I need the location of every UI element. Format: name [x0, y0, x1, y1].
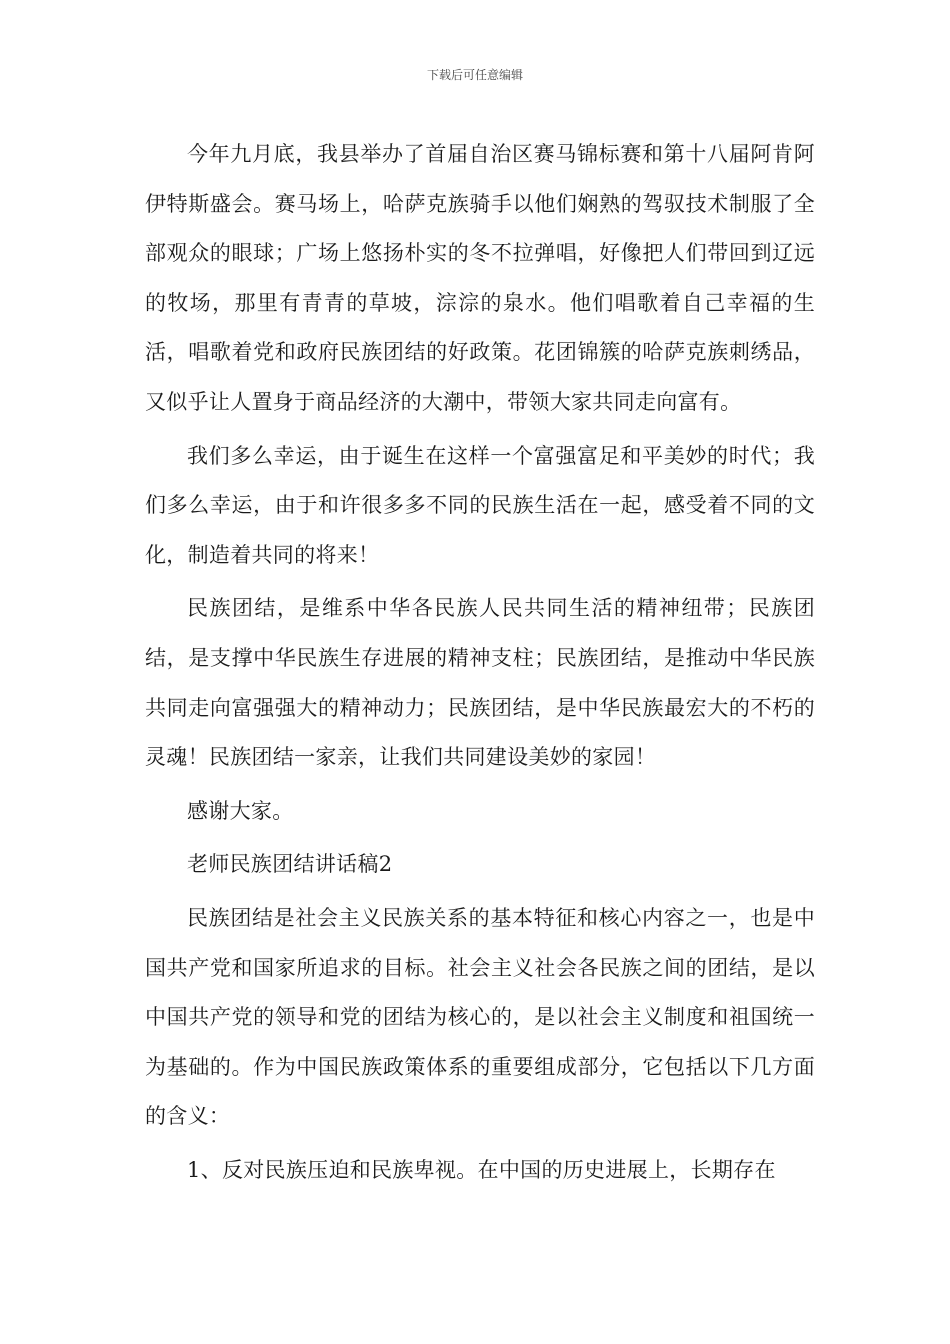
document-body	[145, 130, 815, 1199]
paragraph-point-1: 1、反对民族压迫和民族卑视。在中国的历史进展上，长期存在	[187, 1157, 776, 1182]
paragraph-ethnic-unity: 民族团结，是维系中华各民族人民共同生活的精神纽带；民族团结，是支撑中华民族生存进展的精神支柱；民族团结，是推动中华民族共同走向富强强大的精神动力；民族团结，是中华民族最宏大的不朽的灵魂！民族团结一家亲，让我们共同建设美妙的家园！	[145, 596, 815, 770]
paragraph-definition: 民族团结是社会主义民族关系的基本特征和核心内容之一，也是中国共产党和国家所追求的目标。社会主义社会各民族之间的团结，是以中国共产党的领导和党的团结为核心的，是以社会主义制度和祖国统一为基础的。作为中国民族政策体系的重要组成部分，它包括以下几方面的含义：	[145, 905, 815, 1129]
section-title: 老师民族团结讲话稿2	[187, 852, 393, 877]
paragraph-fortunate: 我们多么幸运，由于诞生在这样一个富强富足和平美妙的时代；我们多么幸运，由于和许很多多不同的民族生活在一起，感受着不同的文化，制造着共同的将来！	[145, 443, 815, 567]
paragraph-thanks: 感谢大家。	[187, 798, 294, 823]
paragraph-horse-race: 今年九月底，我县举办了首届自治区赛马锦标赛和第十八届阿肯阿伊特斯盛会。赛马场上，哈萨克族骑手以他们娴熟的驾驭技术制服了全部观众的眼球；广场上悠扬朴实的冬不拉弹唱，好像把人们带回到辽远的牧场，那里有青青的草坡，淙淙的泉水。他们唱歌着自己幸福的生活，唱歌着党和政府民族团结的好政策。花团锦簇的哈萨克族刺绣品，又似乎让人置身于商品经济的大潮中，带领大家共同走向富有。	[145, 142, 815, 414]
header-note: 下载后可任意编辑	[426, 68, 523, 82]
